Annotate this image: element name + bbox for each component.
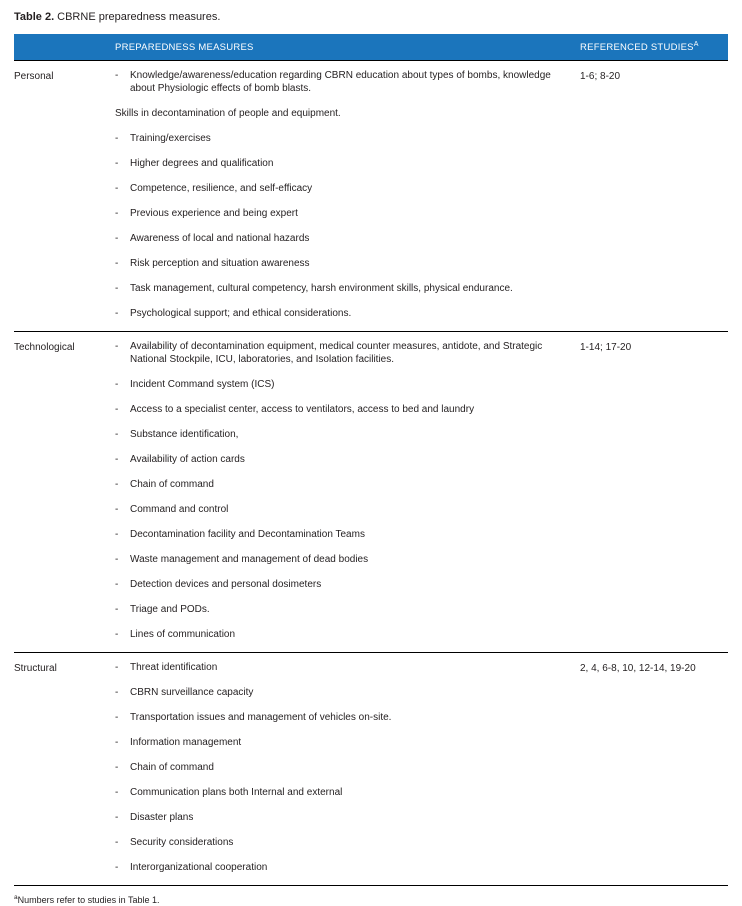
dash-bullet: -	[115, 812, 119, 823]
measure-text: Chain of command	[130, 479, 214, 490]
measure-item	[115, 805, 562, 830]
measure-text: Risk perception and situation awareness	[130, 258, 310, 269]
dash-bullet: -	[115, 762, 119, 773]
section-row	[14, 60, 728, 331]
measure-text: Communication plans both Internal and external	[130, 787, 343, 798]
referenced-superscript: A	[693, 40, 699, 48]
measure-text: Transportation issues and management of vehicles on-site.	[130, 712, 392, 723]
measures-list	[115, 63, 580, 326]
column-header-referenced: REFERENCED $STUDIES^A$	[580, 40, 699, 54]
dash-bullet: -	[115, 687, 119, 698]
measure-text: Psychological support; and ethical considerations.	[130, 308, 352, 319]
dash-bullet: -	[115, 341, 119, 352]
measure-item	[115, 730, 562, 755]
measure-item	[115, 622, 562, 647]
measure-item	[115, 176, 562, 201]
measure-item	[115, 334, 562, 372]
table-body	[14, 60, 728, 885]
referenced-studies: 1-6; 8-20	[580, 71, 621, 82]
dash-bullet: -	[115, 712, 119, 723]
measure-item	[115, 755, 562, 780]
measure-item	[115, 276, 562, 301]
dash-bullet: -	[115, 787, 119, 798]
dash-bullet: -	[115, 70, 119, 81]
measure-item	[115, 855, 562, 880]
measure-text: CBRN surveillance capacity	[130, 687, 254, 698]
measures-list	[115, 655, 580, 880]
measure-text: Skills in decontamination of people and equipment.	[115, 108, 341, 119]
dash-bullet: -	[115, 837, 119, 848]
measure-item	[115, 497, 562, 522]
footnote	[14, 892, 728, 906]
measure-item	[115, 830, 562, 855]
category-label: Technological	[14, 342, 75, 353]
measure-item	[115, 201, 562, 226]
measure-item	[115, 680, 562, 705]
section-row	[14, 331, 728, 652]
measure-text: Disaster plans	[130, 812, 194, 823]
measure-item	[115, 251, 562, 276]
measure-text: Previous experience and being expert	[130, 208, 298, 219]
measure-text: Availability of action cards	[130, 454, 245, 465]
referenced-studies: 2, 4, 6-8, 10, 12-14, 19-20	[580, 663, 696, 674]
measure-text: Triage and PODs.	[130, 604, 210, 615]
measure-text: Access to a specialist center, access to ventilators, access to bed and laundry	[130, 404, 475, 415]
category-label: Personal	[14, 71, 54, 82]
measure-text: Knowledge/awareness/education regarding CBRN education about types of bombs, knowledge about Physiologic effects of bomb blasts.	[130, 70, 551, 94]
measure-item	[115, 63, 562, 101]
measure-item	[115, 226, 562, 251]
footnote-superscript: a	[14, 894, 18, 901]
dash-bullet: -	[115, 479, 119, 490]
measure-item	[115, 301, 562, 326]
measure-item	[115, 655, 562, 680]
measure-item	[115, 372, 562, 397]
measure-text: Command and control	[130, 504, 229, 515]
measures-list	[115, 334, 580, 647]
dash-bullet: -	[115, 183, 119, 194]
dash-bullet: -	[115, 233, 119, 244]
dash-bullet: -	[115, 529, 119, 540]
measure-item	[115, 447, 562, 472]
measure-text: Incident Command system (ICS)	[130, 379, 275, 390]
dash-bullet: -	[115, 158, 119, 169]
dash-bullet: -	[115, 554, 119, 565]
measure-text: Availability of decontamination equipment, medical counter measures, antidote, and Strategic National Stockpile, ICU, laboratories, and Isolation facilities.	[130, 341, 543, 365]
measure-text: Training/exercises	[130, 133, 211, 144]
measure-item	[115, 472, 562, 497]
dash-bullet: -	[115, 379, 119, 390]
dash-bullet: -	[115, 454, 119, 465]
dash-bullet: -	[115, 283, 119, 294]
dash-bullet: -	[115, 579, 119, 590]
measure-text: Substance identification,	[130, 429, 239, 440]
table-header	[14, 34, 728, 60]
dash-bullet: -	[115, 604, 119, 615]
measure-item	[115, 597, 562, 622]
dash-bullet: -	[115, 258, 119, 269]
table-caption: CBRNE preparedness measures.	[57, 11, 221, 23]
referenced-studies: 1-14; 17-20	[580, 342, 632, 353]
measure-item	[115, 547, 562, 572]
measure-text: Competence, resilience, and self-efficacy	[130, 183, 313, 194]
dash-bullet: -	[115, 629, 119, 640]
measure-item	[115, 780, 562, 805]
dash-bullet: -	[115, 504, 119, 515]
measure-text: Interorganizational cooperation	[130, 862, 268, 873]
measure-text: Awareness of local and national hazards	[130, 233, 310, 244]
dash-bullet: -	[115, 862, 119, 873]
table	[14, 34, 728, 886]
measure-text: Higher degrees and qualification	[130, 158, 274, 169]
measure-item	[115, 572, 562, 597]
column-header-measures: PREPAREDNESS MEASURES	[115, 41, 254, 53]
dash-bullet: -	[115, 133, 119, 144]
footnote-text: Numbers refer to studies in Table 1.	[17, 895, 160, 905]
dash-bullet: -	[115, 404, 119, 415]
measure-text: Lines of communication	[130, 629, 236, 640]
measure-text: Chain of command	[130, 762, 214, 773]
dash-bullet: -	[115, 208, 119, 219]
table-number: Table 2.	[14, 11, 55, 23]
measure-text: Information management	[130, 737, 242, 748]
measure-text: Threat identification	[130, 662, 218, 673]
measure-item	[115, 422, 562, 447]
dash-bullet: -	[115, 662, 119, 673]
category-label: Structural	[14, 663, 57, 674]
table-title	[14, 10, 728, 24]
dash-bullet: -	[115, 308, 119, 319]
dash-bullet: -	[115, 737, 119, 748]
measure-text: Detection devices and personal dosimeters	[130, 579, 322, 590]
section-row	[14, 652, 728, 885]
measure-item	[115, 101, 562, 126]
dash-bullet: -	[115, 429, 119, 440]
measure-item	[115, 705, 562, 730]
measure-item	[115, 151, 562, 176]
measure-item	[115, 397, 562, 422]
measure-item	[115, 126, 562, 151]
measure-text: Decontamination facility and Decontamination Teams	[130, 529, 365, 540]
measure-text: Waste management and management of dead bodies	[130, 554, 369, 565]
measure-text: Task management, cultural competency, harsh environment skills, physical endurance.	[130, 283, 513, 294]
measure-item	[115, 522, 562, 547]
measure-text: Security considerations	[130, 837, 234, 848]
